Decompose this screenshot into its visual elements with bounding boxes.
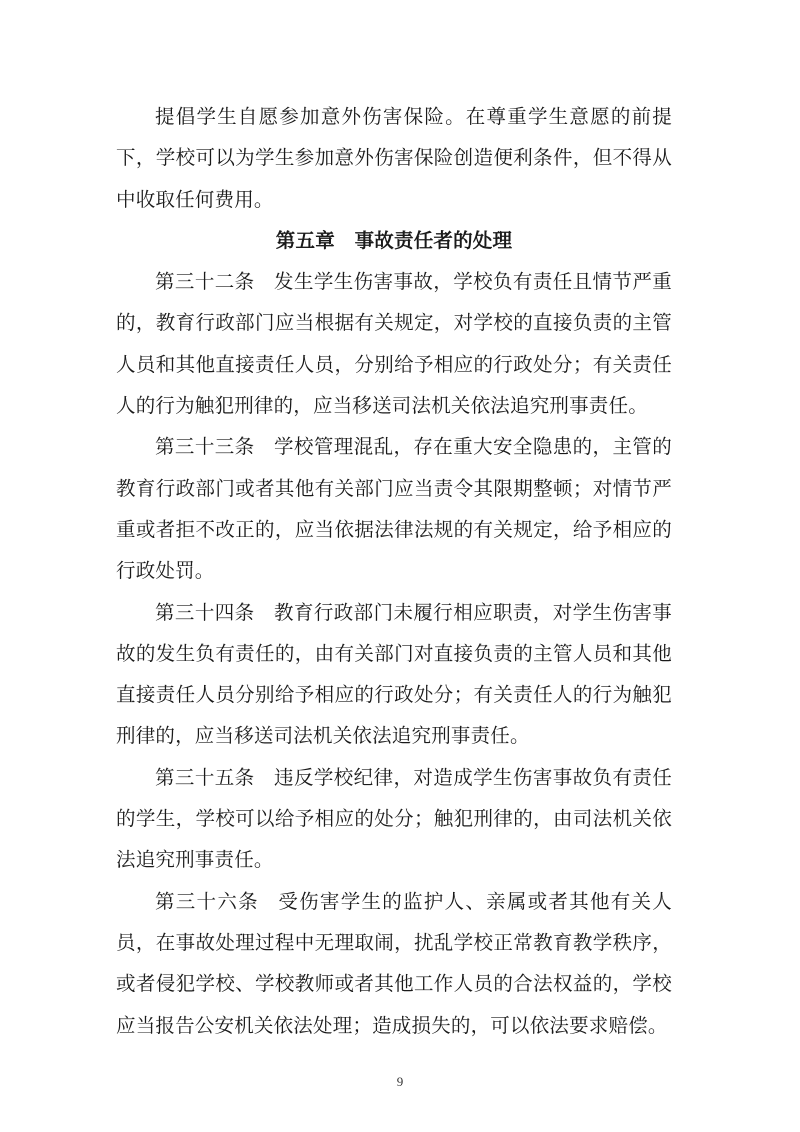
article-text: 发生学生伤害事故，学校负有责任且情节严重的，教育行政部门应当根据有关规定，对学校的直接负责的主管人员和其他直接责任人员，分别给予相应的行政处分；有关责任人的行为触犯刑律的，应当移送司法机关依法追究刑事责任。: [116, 270, 672, 418]
article-number: 第三十五条: [155, 765, 255, 789]
article-35: [116, 757, 672, 881]
chapter-title: 第五章 事故责任者的处理: [275, 228, 513, 252]
article-number: 第三十三条: [155, 435, 255, 459]
article-36: [116, 881, 672, 1046]
intro-paragraph: 提倡学生自愿参加意外伤害保险。在尊重学生意愿的前提下，学校可以为学生参加意外伤害保险创造便利条件，但不得从中收取任何费用。: [116, 105, 672, 211]
article-33: [116, 426, 672, 591]
article-34: [116, 592, 672, 757]
article-text: 违反学校纪律，对造成学生伤害事故负有责任的学生，学校可以给予相应的处分；触犯刑律的，由司法机关依法追究刑事责任。: [116, 765, 672, 872]
article-text: 学校管理混乱，存在重大安全隐患的，主管的教育行政部门或者其他有关部门应当责令其限期整顿；对情节严重或者拒不改正的，应当依据法律法规的有关规定，给予相应的行政处罚。: [116, 435, 672, 583]
article-number: 第三十六条: [155, 889, 259, 913]
article-text: 受伤害学生的监护人、亲属或者其他有关人员，在事故处理过程中无理取闹，扰乱学校正常教育教学秩序，或者侵犯学校、学校教师或者其他工作人员的合法权益的，学校应当报告公安机关依法处理；造成损失的，可以依法要求赔偿。: [116, 889, 672, 1037]
document-page: [116, 96, 672, 1046]
article-number: 第三十二条: [155, 270, 255, 294]
article-32: [116, 261, 672, 426]
article-text: 教育行政部门未履行相应职责，对学生伤害事故的发生负有责任的，由有关部门对直接负责的主管人员和其他直接责任人员分别给予相应的行政处分；有关责任人的行为触犯刑律的，应当移送司法机关依法追究刑事责任。: [116, 600, 672, 748]
article-number: 第三十四条: [155, 600, 255, 624]
page-number: 9: [396, 1074, 404, 1089]
